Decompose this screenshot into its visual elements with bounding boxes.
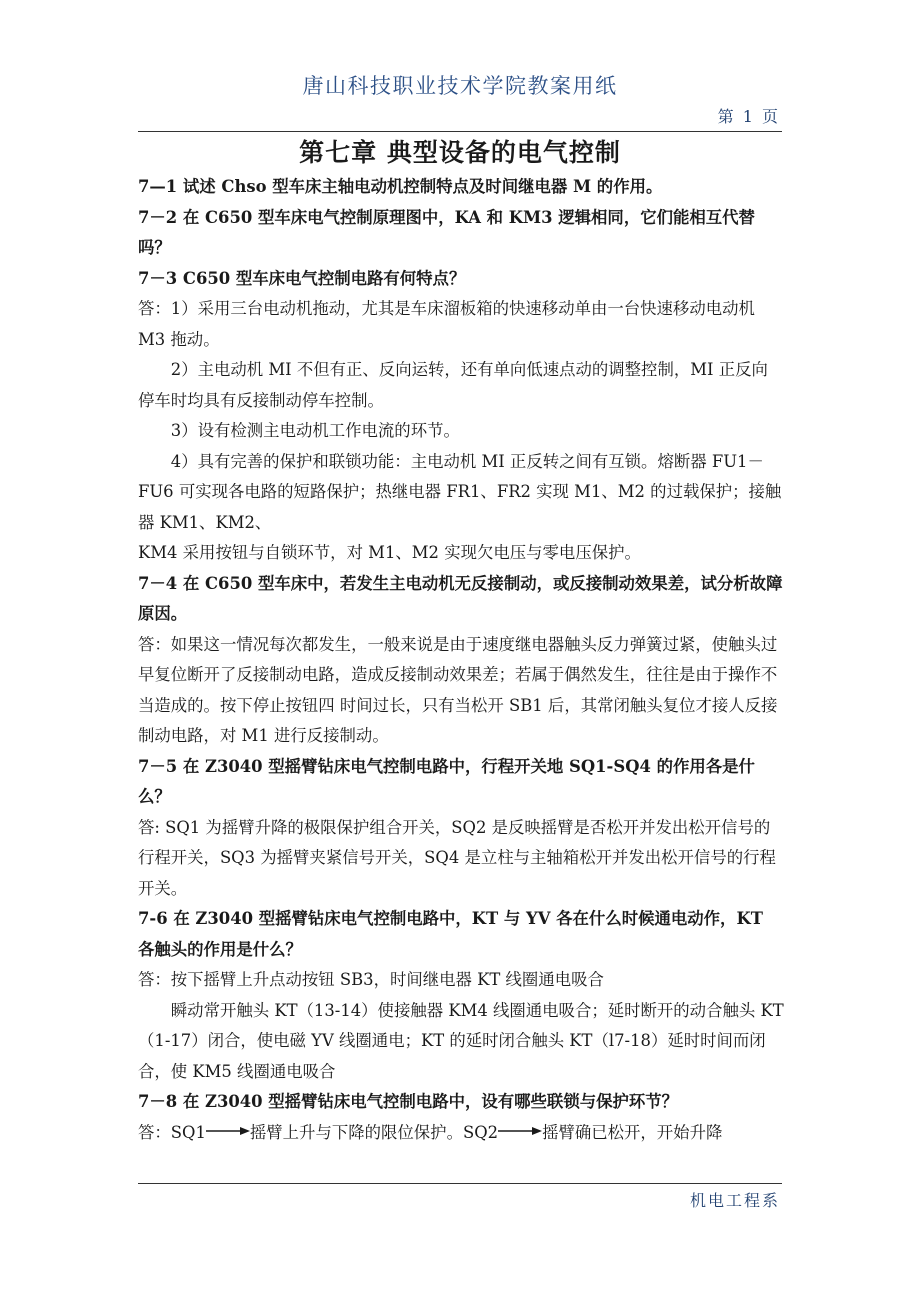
answer-7-3-point-1: 答：1）采用三台电动机拖动，尤其是车床溜板箱的快速移动单由一台快速移动电动机 M3 拖动。 [138, 299, 755, 349]
answer-7-6-line-1: 答：按下摇臂上升点动按钮 SB3，时间继电器 KT 线圈通电吸合 [138, 970, 604, 989]
question-7-2: 7－2 在 C650 型车床电气控制原理图中，KA 和 KM3 逻辑相同，它们能相互代替吗？ [138, 207, 755, 257]
question-7-4: 7－4 在 C650 型车床中，若发生主电动机无反接制动，或反接制动效果差，试分析故障原因。 [138, 573, 783, 623]
page-number: 第 1 页 [717, 107, 780, 126]
answer-7-3-point-2: 2）主电动机 MI 不但有正、反向运转，还有单向低速点动的调整控制，MI 正反向停车时均具有反接制动停车控制。 [138, 360, 768, 410]
document-body [138, 172, 784, 1148]
page-header-title: 唐山科技职业技术学院教案用纸 [302, 74, 618, 98]
answer-7-3-point-3: 3）设有检测主电动机工作电流的环节。 [170, 421, 460, 440]
chapter-title: 第七章 典型设备的电气控制 [299, 138, 621, 167]
question-7-6: 7-6 在 Z3040 型摇臂钻床电气控制电路中，KT 与 YV 各在什么时候通电动作，KT 各触头的作用是什么？ [138, 909, 763, 959]
answer-7-3-point-4-cont: KM4 采用按钮与自锁环节，对 M1、M2 实现欠电压与零电压保护。 [138, 543, 641, 562]
footer-rule [138, 1183, 782, 1184]
answer-7-8-prefix: 答：SQ1 [138, 1122, 206, 1142]
answer-7-8-suffix: 摇臂确已松开，开始升降 [542, 1122, 723, 1142]
answer-7-8 [138, 1118, 784, 1149]
right-arrow-icon [206, 1126, 250, 1136]
answer-7-4: 答：如果这一情况每次都发生，一般来说是由于速度继电器触头反力弹簧过紧，使触头过早复位断开了反接制动电路，造成反接制动效果差；若属于偶然发生，往往是由于操作不当造成的。按下停止按钮四 时间过长，只有当松开 SB1 后，其常闭触头复位才接人反接制动电路，对 M1 进行反接制动。 [138, 634, 778, 745]
header-rule [138, 131, 782, 132]
answer-7-3-point-4: 4）具有完善的保护和联锁功能：主电动机 MI 正反转之间有互锁。熔断器 FU1－FU6 可实现各电路的短路保护；热继电器 FR1、FR2 实现 M1、M2 的过载保护；接触器 KM1、KM2、 [138, 451, 782, 532]
footer-department: 机电工程系 [689, 1191, 780, 1210]
answer-7-6-line-2: 瞬动常开触头 KT（13-14）使接触器 KM4 线圈通电吸合；延时断开的动合触头 KT（1-17）闭合，使电磁 YV 线圈通电；KT 的延时闭合触头 KT（l7-18）延时时间而闭合，使 KM5 线圈通电吸合 [138, 1000, 784, 1081]
answer-7-5: 答: SQ1 为摇臂升降的极限保护组合开关，SQ2 是反映摇臂是否松开并发出松开信号的行程开关，SQ3 为摇臂夹紧信号开关，SQ4 是立柱与主轴箱松开并发出松开信号的行程开关。 [138, 817, 776, 898]
question-7-1: 7—1 试述 Chso 型车床主轴电动机控制特点及时间继电器 M 的作用。 [138, 177, 663, 196]
answer-7-8-middle: 摇臂上升与下降的限位保护。SQ2 [249, 1122, 499, 1142]
question-7-3: 7－3 C650 型车床电气控制电路有何特点？ [138, 268, 466, 288]
right-arrow-icon [498, 1126, 542, 1136]
question-7-5: 7－5 在 Z3040 型摇臂钻床电气控制电路中，行程开关地 SQ1-SQ4 的作用各是什么？ [138, 756, 755, 806]
question-7-8: 7－8 在 Z3040 型摇臂钻床电气控制电路中，设有哪些联锁与保护环节？ [138, 1092, 679, 1111]
